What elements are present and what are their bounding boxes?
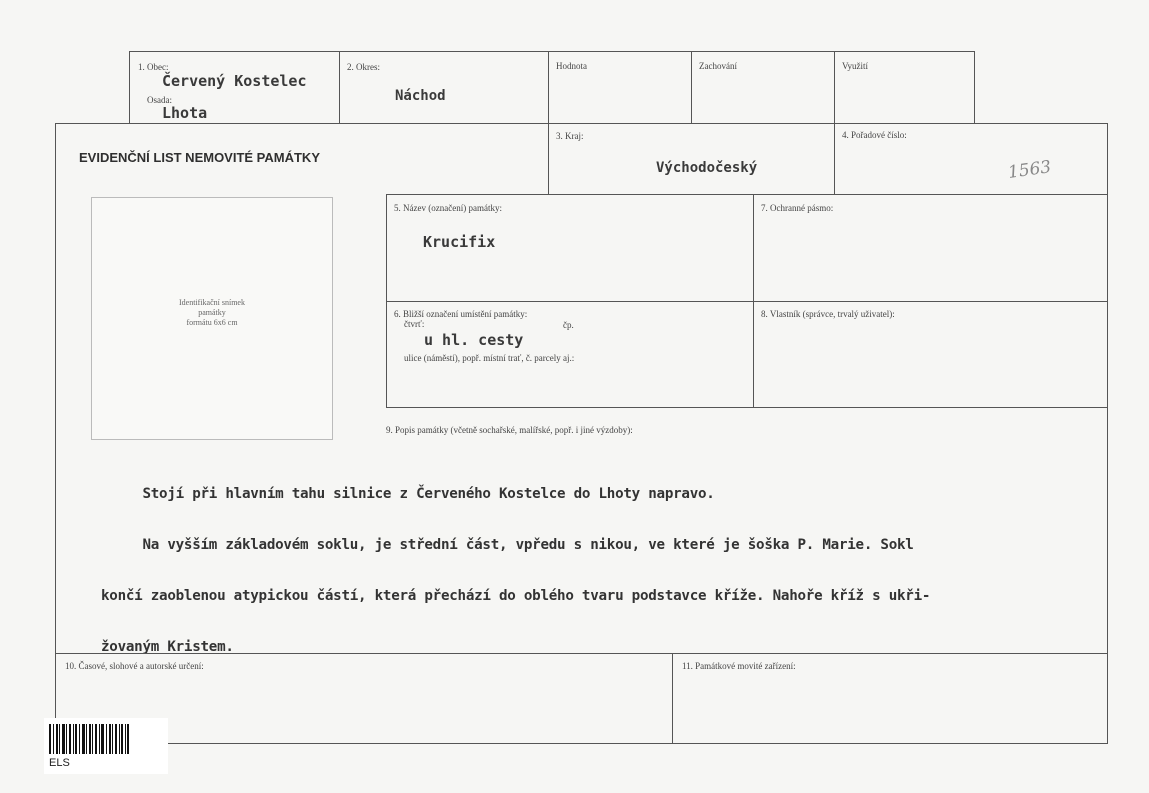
popis-line: žovaným Kristem. — [101, 639, 234, 655]
popis-label: 9. Popis památky (včetně sochařské, malířské, popř. i jiné výzdoby): — [386, 425, 633, 435]
movite-zarizeni-label: 11. Památkové movité zařízení: — [682, 661, 796, 671]
osada-label: Osada: — [147, 95, 172, 105]
okres-label: 2. Okres: — [347, 62, 380, 72]
form-title: EVIDENČNÍ LIST NEMOVITÉ PAMÁTKY — [79, 150, 320, 165]
kraj-label: 3. Kraj: — [556, 131, 584, 141]
umisteni-value: u hl. cesty — [424, 331, 524, 349]
ulice-label: ulice (náměstí), popř. místní trať, č. parcely aj.: — [404, 353, 575, 363]
barcode-icon — [49, 724, 139, 754]
umisteni-box — [386, 301, 754, 408]
vlastnik-box — [753, 301, 1108, 408]
ochranne-pasmo-label: 7. Ochranné pásmo: — [761, 203, 834, 213]
hodnota-label: Hodnota — [556, 61, 587, 71]
popis-line: končí zaoblenou atypickou částí, která přechází do oblého tvaru podstavce kříže. Nahoře kříž s ukři- — [101, 588, 931, 604]
popis-line: Stojí při hlavním tahu silnice z Červeného Kostelce do Lhoty napravo. — [101, 486, 715, 502]
movite-zarizeni-box — [672, 653, 1108, 744]
okres-box — [339, 51, 549, 124]
zachovani-label: Zachování — [699, 61, 737, 71]
barcode-sticker — [44, 718, 168, 774]
obec-box — [129, 51, 340, 124]
photo-caption-line2: památky — [198, 308, 226, 317]
photo-caption-line1: Identifikační snímek — [179, 298, 245, 307]
osada-value: Lhota — [162, 104, 208, 122]
kraj-value: Východočeský — [656, 160, 758, 176]
zachovani-box — [691, 51, 835, 124]
photo-caption-line3: formátu 6x6 cm — [186, 318, 238, 327]
nazev-value: Krucifix — [423, 233, 496, 251]
obec-value: Červený Kostelec — [162, 72, 307, 90]
popis-text — [101, 452, 930, 673]
obec-label: 1. Obec: — [138, 62, 169, 72]
poradove-cislo-box — [834, 123, 1108, 195]
kraj-box — [548, 123, 835, 195]
ochranne-pasmo-box — [753, 194, 1108, 302]
nazev-box — [386, 194, 754, 302]
poradove-cislo-label: 4. Pořadové číslo: — [842, 130, 907, 140]
okres-value: Náchod — [395, 88, 446, 104]
casove-urceni-label: 10. Časové, slohové a autorské určení: — [65, 661, 204, 671]
ctvrt-label: čtvrť: — [404, 319, 425, 329]
hodnota-box — [548, 51, 692, 124]
vyuziti-box — [834, 51, 975, 124]
stamp-label: ELS — [49, 757, 70, 769]
poradove-cislo-value: 1563 — [1006, 157, 1053, 183]
umisteni-label: 6. Bližší označení umístění památky: — [394, 309, 528, 319]
vlastnik-label: 8. Vlastník (správce, trvalý uživatel): — [761, 309, 895, 319]
vyuziti-label: Využití — [842, 61, 868, 71]
popis-line: Na vyšším základovém soklu, je střední část, vpředu s nikou, ve které je šoška P. Marie. Sokl — [101, 537, 914, 553]
photo-placeholder — [91, 197, 333, 440]
cp-label: čp. — [563, 320, 574, 330]
nazev-label: 5. Název (označení) památky: — [394, 203, 502, 213]
